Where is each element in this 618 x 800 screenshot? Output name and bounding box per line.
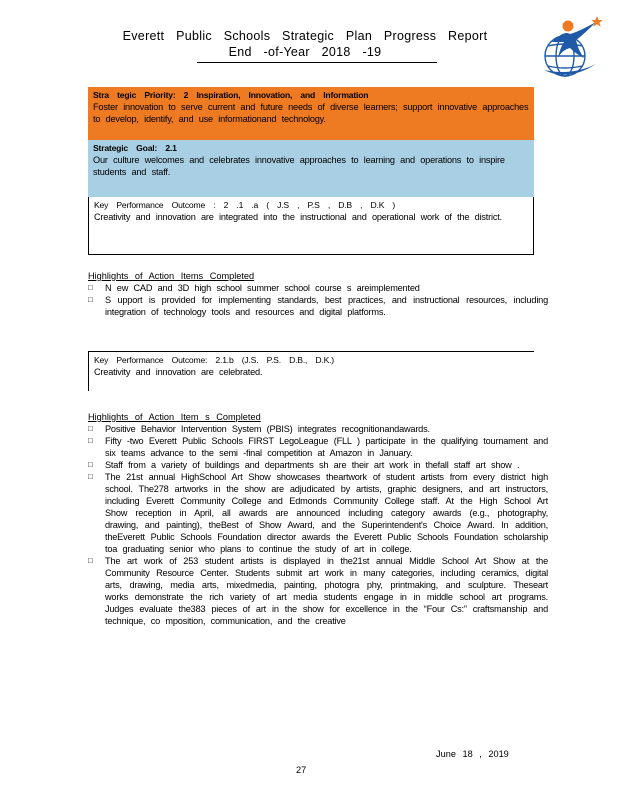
- strategic-priority-heading: Stra tegic Priority: 2 Inspiration, Innovation, and Information: [93, 90, 369, 100]
- list-item: □ S upport is provided for implementing standards, best practices, and instructional resources, including integration of technology tools and resources and digital platforms.: [88, 295, 548, 317]
- list-item: □ N ew CAD and 3D high school summer school course s areimplemented: [88, 283, 420, 293]
- strategic-goal-text: Our culture welcomes and celebrates innovative approaches to learning and operations to inspire students and staff.: [93, 155, 505, 177]
- highlights-list: [88, 423, 548, 627]
- page-number: 27: [296, 765, 307, 775]
- kpi-box-2-1-a: [88, 197, 534, 255]
- highlights-heading: Highlights of Action Items Completed: [88, 271, 255, 281]
- list-item: □ The art work of 253 student artists is displayed in the21st annual Middle School Art Show at the Community Resource Center. Students submit art work in many categories, including ceramics, digital arts, drawing, media arts, mixedmedia, painting, photogra phy, printmaking, and sculpture. Theseart works demonstrate the rich variety of art media students engage in in middle school art programs. Judges evaluate the383 pieces of art in the show for excellence in the “Four Cs:” craftsmanship and technique, co mposition, communication, and the creative: [88, 556, 548, 626]
- list-item: □ Staff from a variety of buildings and departments sh are their art work in thefall staff art show .: [88, 460, 520, 470]
- report-title-line2: End -of-Year 2018 -19: [228, 45, 382, 59]
- strategic-priority-text: Foster innovation to serve current and future needs of diverse learners; support innovative approaches to develop, identify, and use informationand technology.: [93, 102, 529, 124]
- bullet-icon: □: [88, 436, 93, 445]
- bullet-icon: □: [88, 424, 93, 433]
- bullet-icon: □: [88, 556, 93, 565]
- list-item: □ Fifty -two Everett Public Schools FIRST LegoLeague (FLL ) participate in the qualifying tournament and six teams advance to the semi -final competition at Amazon in January.: [88, 436, 548, 458]
- strategic-goal-heading: Strategic Goal: 2.1: [93, 143, 177, 153]
- bullet-icon: □: [88, 460, 93, 469]
- list-item: □ Positive Behavior Intervention System (PBIS) integrates recognitionandawards.: [88, 424, 430, 434]
- strategic-goal-box: [88, 140, 534, 197]
- kpi-text: Creativity and innovation are integrated into the instructional and operational work of the district.: [94, 212, 502, 222]
- list-item: □ The 21st annual HighSchool Art Show showcases theartwork of student artists from every district high school. The278 artworks in the show are adjudicated by artists, graphic designers, and art instructors, including Everett Community College and Edmonds Community College staff. At the High School Art Show reception in April, all awards are announced including category awards (e.g., photography, drawing, and painting), theBest of Show Award, and the Superintendent's Choice Award. In addition, theEverett Public Schools Foundation director awards the Everett Public Schools Foundation scholarship toa graduating senior who plans to continue the study of art in college.: [88, 472, 548, 554]
- bullet-icon: □: [88, 283, 93, 292]
- report-title-line1: Everett Public Schools Strategic Plan Progress Report: [122, 29, 488, 43]
- title-underline: [197, 62, 437, 63]
- kpi-heading: Key Performance Outcome: 2.1.b (J.S. P.S. D.B., D.K.): [94, 355, 334, 365]
- report-title: [120, 28, 490, 60]
- highlights-heading: Highlights of Action Item s Completed: [88, 412, 261, 422]
- kpi-heading: Key Performance Outcome : 2 .1 .a ( J.S , P.S , D.B , D.K ): [94, 200, 396, 210]
- bullet-icon: □: [88, 295, 93, 304]
- report-date: June 18 , 2019: [436, 749, 509, 759]
- kpi-box-2-1-b: [88, 351, 534, 391]
- strategic-priority-box: [88, 87, 534, 140]
- district-logo-icon: [538, 14, 604, 84]
- kpi-text: Creativity and innovation are celebrated.: [94, 367, 263, 377]
- highlights-list: [88, 282, 548, 318]
- bullet-icon: □: [88, 472, 93, 481]
